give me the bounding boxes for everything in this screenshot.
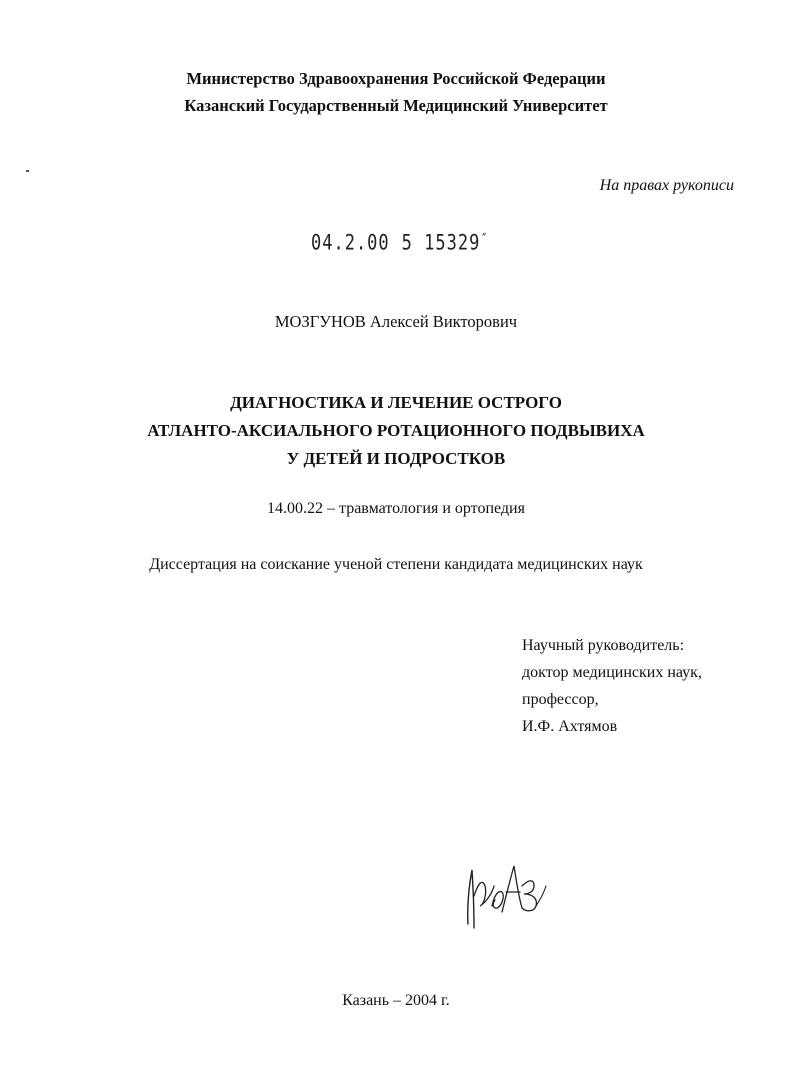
title-line-3: У ДЕТЕЙ И ПОДРОСТКОВ — [286, 449, 506, 468]
university-line: Казанский Государственный Медицинский Университет — [184, 96, 608, 115]
supervisor-block — [522, 638, 702, 746]
specialty-code: 14.00.22 – травматология и ортопедия — [267, 500, 525, 517]
supervisor-name: И.Ф. Ахтямов — [522, 718, 618, 735]
supervisor-label: Научный руководитель: — [522, 637, 685, 654]
author-name: МОЗГУНОВ Алексей Викторович — [274, 312, 518, 331]
title-line-1: ДИАГНОСТИКА И ЛЕЧЕНИЕ ОСТРОГО — [230, 393, 562, 412]
manuscript-note: На правах рукописи — [599, 177, 734, 194]
degree-statement: Диссертация на соискание ученой степени кандидата медицинских наук — [149, 556, 643, 573]
stamp-part-2: 5 15329 — [401, 230, 481, 256]
supervisor-title: профессор, — [522, 691, 599, 708]
title-line-2: АТЛАНТО-АКСИАЛЬНОГО РОТАЦИОННОГО ПОДВЫВИХА — [147, 421, 645, 440]
stamp-part-1: 04.2.00 — [311, 230, 390, 256]
scan-speck — [26, 170, 29, 172]
supervisor-rank: доктор медицинских наук, — [522, 664, 702, 681]
registration-stamp: 04.2.00 5 15329˝ — [311, 230, 488, 256]
city-year: Казань – 2004 г. — [342, 992, 450, 1009]
handwritten-signature — [462, 856, 550, 938]
ministry-line: Министерство Здравоохранения Российской Федерации — [186, 69, 606, 88]
